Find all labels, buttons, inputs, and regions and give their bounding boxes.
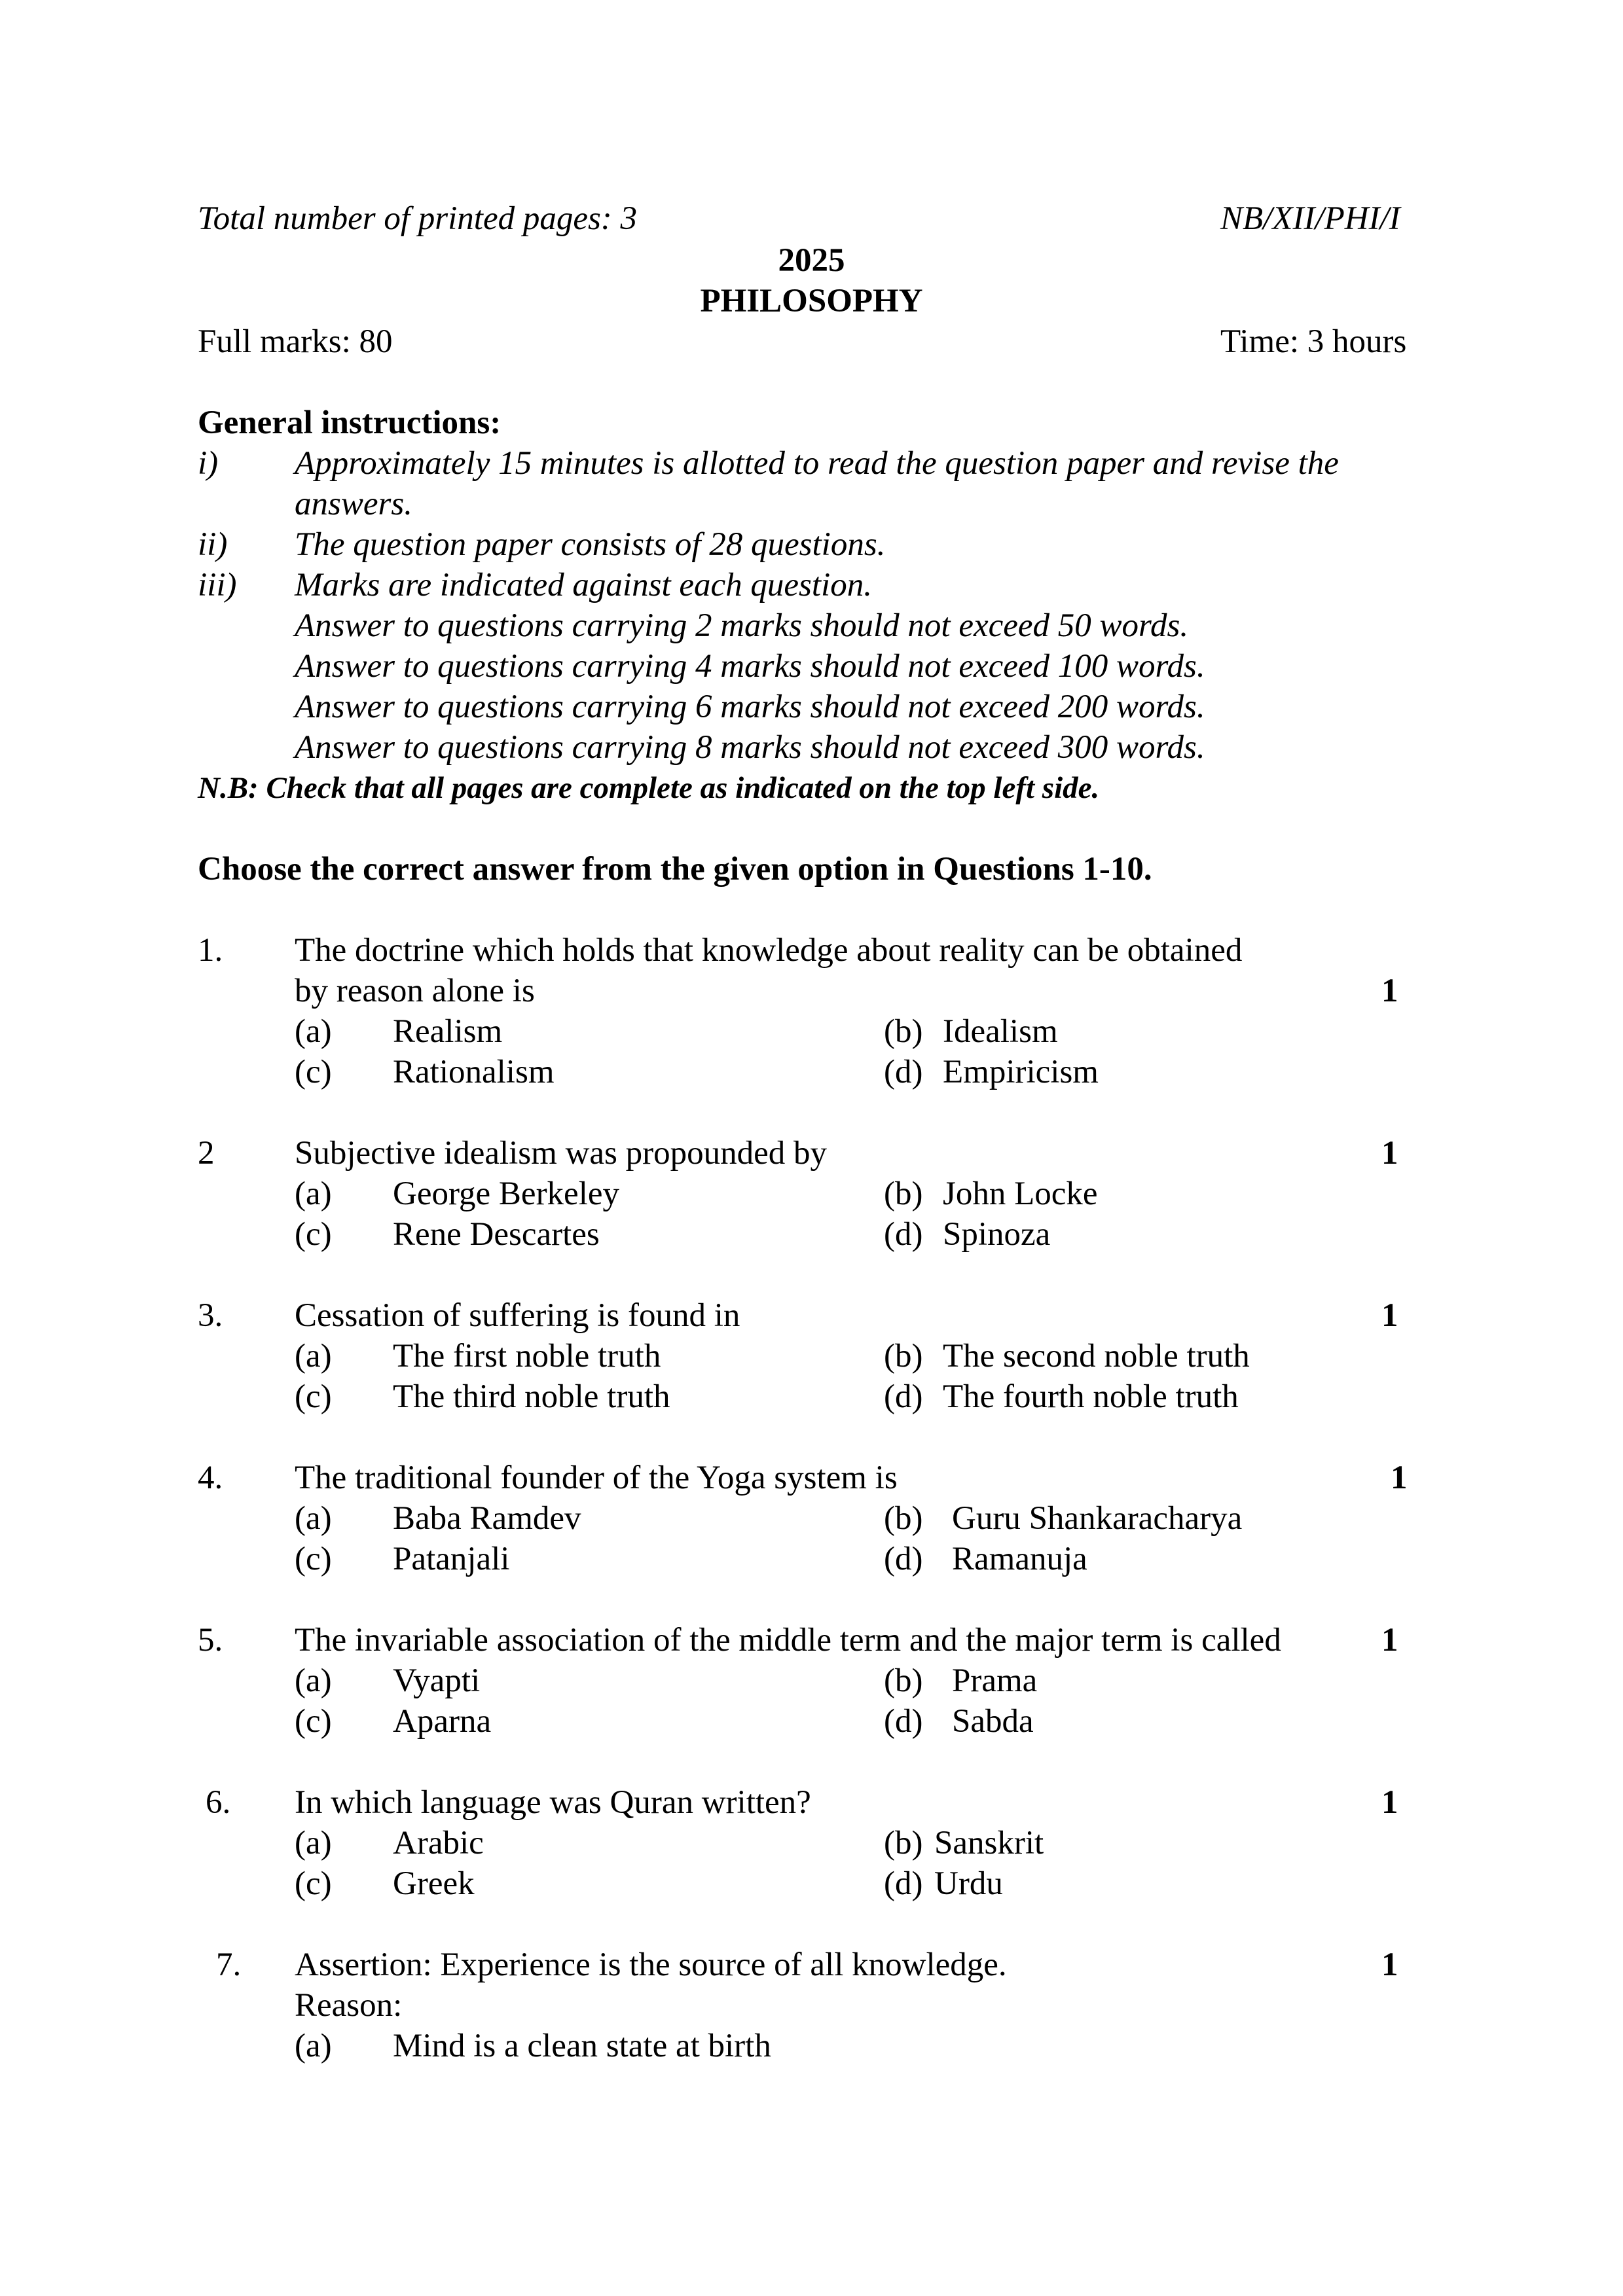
option-text: Patanjali	[393, 1541, 510, 1577]
question-number: 2	[198, 1135, 215, 1172]
instruction-line: The question paper consists of 28 questions.	[295, 526, 886, 563]
instruction-number: iii)	[198, 567, 237, 603]
question-text: by reason alone is	[295, 973, 535, 1009]
question-marks: 1	[1381, 1622, 1398, 1659]
instruction-line: Approximately 15 minutes is allotted to read the question paper and revise the	[295, 445, 1339, 482]
question-number: 7.	[216, 1946, 242, 1983]
option-letter: (a)	[295, 1662, 332, 1699]
question-number: 1.	[198, 932, 223, 969]
option-letter: (c)	[295, 1541, 332, 1577]
exam-time: Time: 3 hours	[1220, 323, 1407, 360]
option-letter: (a)	[295, 2028, 332, 2064]
option-letter: (b)	[884, 1013, 923, 1050]
exam-year: 2025	[778, 242, 845, 279]
option-letter: (b)	[884, 1175, 923, 1212]
question-marks: 1	[1381, 1135, 1398, 1172]
question-text: The invariable association of the middle term and the major term is called	[295, 1622, 1281, 1659]
question-number: 6.	[206, 1784, 231, 1821]
option-text: George Berkeley	[393, 1175, 619, 1212]
instruction-number: ii)	[198, 526, 228, 563]
option-letter: (b)	[884, 1338, 923, 1374]
option-text: Empiricism	[943, 1054, 1099, 1090]
question-text: Subjective idealism was propounded by	[295, 1135, 828, 1172]
option-text: Arabic	[393, 1825, 484, 1861]
question-marks: 1	[1381, 973, 1398, 1009]
option-letter: (b)	[884, 1500, 923, 1537]
option-letter: (d)	[884, 1378, 923, 1415]
question-marks: 1	[1391, 1460, 1408, 1496]
option-text: Rationalism	[393, 1054, 555, 1090]
question-text: The doctrine which holds that knowledge about reality can be obtained	[295, 932, 1243, 969]
option-text: Guru Shankaracharya	[952, 1500, 1243, 1537]
printed-pages-note: Total number of printed pages: 3	[198, 200, 638, 237]
option-letter: (a)	[295, 1825, 332, 1861]
instruction-number: i)	[198, 445, 219, 482]
option-text: Vyapti	[393, 1662, 481, 1699]
instructions-heading: General instructions:	[198, 404, 501, 441]
option-text: Prama	[952, 1662, 1038, 1699]
option-text: Realism	[393, 1013, 503, 1050]
option-letter: (a)	[295, 1338, 332, 1374]
option-letter: (c)	[295, 1054, 332, 1090]
option-letter: (c)	[295, 1703, 332, 1740]
option-text: The third noble truth	[393, 1378, 670, 1415]
section-heading: Choose the correct answer from the given option in Questions 1-10.	[198, 851, 1152, 888]
question-text: The traditional founder of the Yoga system is	[295, 1460, 898, 1496]
option-text: John Locke	[943, 1175, 1098, 1212]
question-text: In which language was Quran written?	[295, 1784, 811, 1821]
option-text: Urdu	[934, 1865, 1003, 1902]
paper-code: NB/XII/PHI/I	[1220, 200, 1400, 237]
option-letter: (c)	[295, 1865, 332, 1902]
option-text: Sabda	[952, 1703, 1034, 1740]
option-text: Baba Ramdev	[393, 1500, 581, 1537]
option-text: Greek	[393, 1865, 475, 1902]
question-marks: 1	[1381, 1784, 1398, 1821]
instruction-line: Answer to questions carrying 2 marks should not exceed 50 words.	[295, 607, 1189, 644]
question-number: 5.	[198, 1622, 223, 1659]
option-letter: (b)	[884, 1825, 923, 1861]
option-text: Mind is a clean state at birth	[393, 2028, 771, 2064]
question-number: 4.	[198, 1460, 223, 1496]
instruction-line: Answer to questions carrying 4 marks should not exceed 100 words.	[295, 648, 1205, 685]
option-letter: (d)	[884, 1216, 923, 1253]
option-letter: (b)	[884, 1662, 923, 1699]
option-letter: (a)	[295, 1175, 332, 1212]
instruction-line: Answer to questions carrying 8 marks should not exceed 300 words.	[295, 729, 1205, 766]
instruction-line: Answer to questions carrying 6 marks should not exceed 200 words.	[295, 689, 1205, 725]
option-letter: (a)	[295, 1500, 332, 1537]
subject-title: PHILOSOPHY	[700, 283, 923, 319]
full-marks: Full marks: 80	[198, 323, 393, 360]
question-number: 3.	[198, 1297, 223, 1334]
option-letter: (c)	[295, 1378, 332, 1415]
question-text: Reason:	[295, 1987, 403, 2024]
option-text: Ramanuja	[952, 1541, 1087, 1577]
option-text: Aparna	[393, 1703, 492, 1740]
question-text: Assertion: Experience is the source of all knowledge.	[295, 1946, 1007, 1983]
instruction-line: Marks are indicated against each question.	[295, 567, 872, 603]
option-text: Idealism	[943, 1013, 1058, 1050]
option-letter: (d)	[884, 1703, 923, 1740]
option-letter: (d)	[884, 1054, 923, 1090]
option-letter: (d)	[884, 1541, 923, 1577]
instruction-line: answers.	[295, 486, 412, 522]
option-text: Rene Descartes	[393, 1216, 600, 1253]
question-marks: 1	[1381, 1946, 1398, 1983]
option-text: The second noble truth	[943, 1338, 1250, 1374]
option-text: Sanskrit	[934, 1825, 1044, 1861]
option-text: Spinoza	[943, 1216, 1051, 1253]
option-letter: (c)	[295, 1216, 332, 1253]
nb-note: N.B: Check that all pages are complete as indicated on the top left side.	[198, 771, 1100, 805]
option-text: The first noble truth	[393, 1338, 661, 1374]
option-text: The fourth noble truth	[943, 1378, 1239, 1415]
option-letter: (a)	[295, 1013, 332, 1050]
question-marks: 1	[1381, 1297, 1398, 1334]
option-letter: (d)	[884, 1865, 923, 1902]
question-text: Cessation of suffering is found in	[295, 1297, 740, 1334]
